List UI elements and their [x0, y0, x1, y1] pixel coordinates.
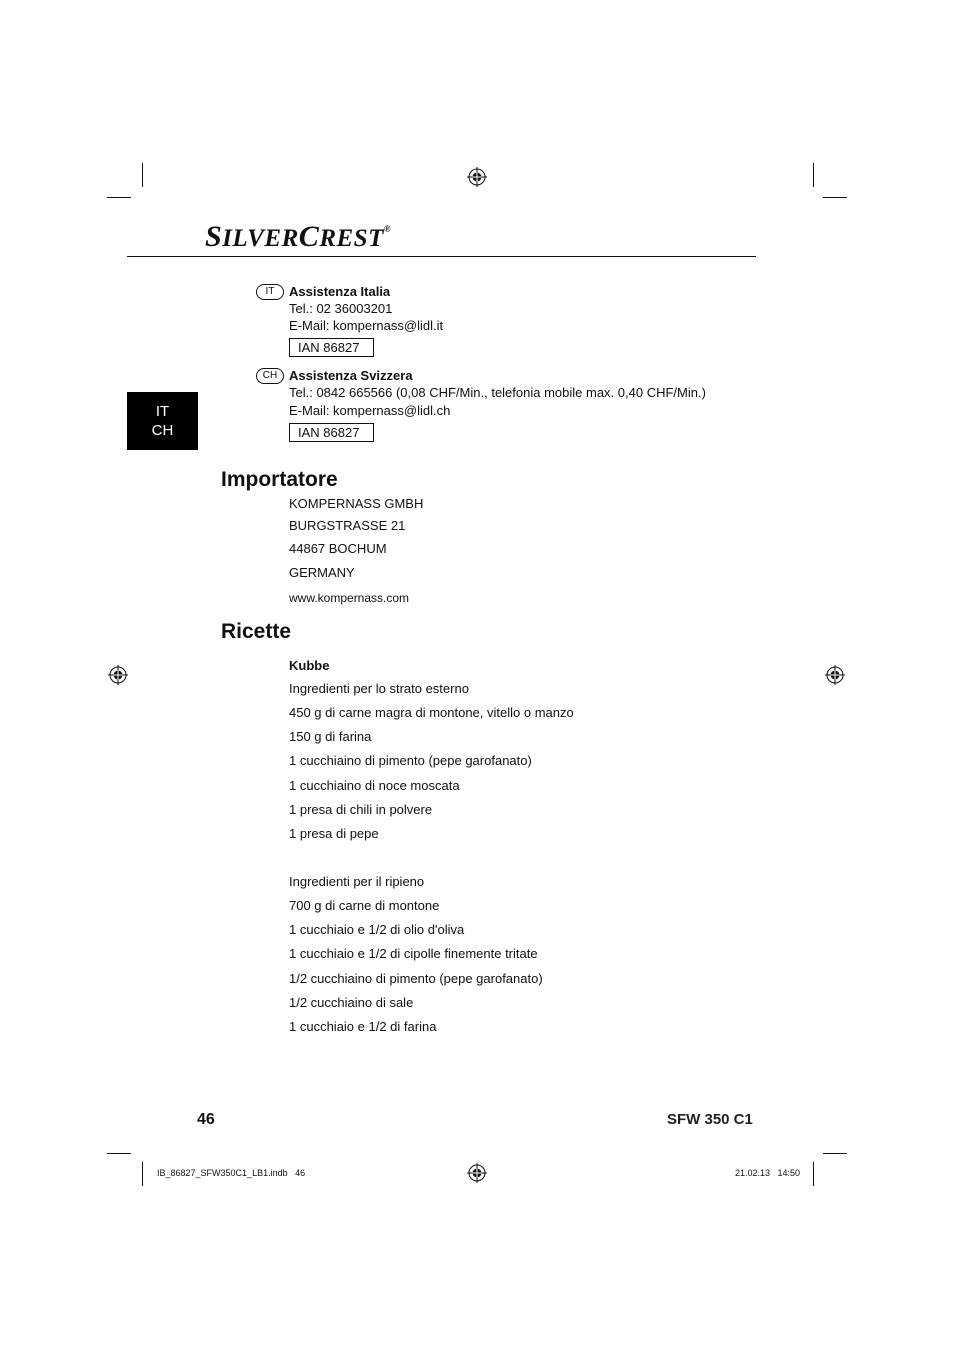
ingredient-item: 700 g di carne di montone — [289, 898, 440, 913]
registration-mark-icon — [825, 665, 845, 685]
ingredient-item: 1 cucchiaio e 1/2 di cipolle finemente tritate — [289, 946, 538, 961]
registration-mark-icon — [467, 1163, 487, 1183]
importer-line: 44867 BOCHUM — [289, 541, 387, 556]
importer-line: GERMANY — [289, 565, 355, 580]
crop-mark — [813, 1162, 814, 1186]
country-badge-it: IT — [256, 284, 284, 300]
ingredient-item: 1 presa di pepe — [289, 826, 379, 841]
ingredient-item: 1 presa di chili in polvere — [289, 802, 433, 817]
crop-mark — [107, 1153, 131, 1154]
importer-line: KOMPERNASS GMBH — [289, 496, 424, 511]
page-number: 46 — [197, 1111, 215, 1128]
importer-line: BURGSTRASSE 21 — [289, 518, 406, 533]
importer-website: www.kompernass.com — [289, 591, 410, 605]
crop-mark — [142, 1162, 143, 1186]
crop-mark — [813, 163, 814, 187]
outer-ingredients-heading: Ingredienti per lo strato esterno — [289, 681, 469, 696]
crop-mark — [823, 1153, 847, 1154]
ingredient-item: 1 cucchiaio e 1/2 di farina — [289, 1019, 437, 1034]
service-title-italia: Assistenza Italia — [289, 284, 391, 299]
language-tab — [127, 392, 198, 450]
crop-mark — [107, 197, 131, 198]
service-email-svizzera: E-Mail: kompernass@lidl.ch — [289, 403, 451, 418]
ingredient-item: 1 cucchiaino di pimento (pepe garofanato) — [289, 753, 532, 768]
filling-ingredients-heading: Ingredienti per il ripieno — [289, 874, 425, 889]
header-rule — [127, 256, 756, 257]
service-tel-svizzera: Tel.: 0842 665566 (0,08 CHF/Min., telefonia mobile max. 0,40 CHF/Min.) — [289, 385, 706, 400]
importer-heading: Importatore — [221, 468, 338, 491]
service-title-svizzera: Assistenza Svizzera — [289, 368, 413, 383]
language-tab-ch: CH — [151, 422, 174, 439]
ian-box-svizzera: IAN 86827 — [289, 423, 374, 442]
ingredient-item: 1 cucchiaio e 1/2 di olio d'oliva — [289, 922, 465, 937]
ingredient-item: 150 g di farina — [289, 729, 372, 744]
country-badge-ch: CH — [256, 368, 284, 384]
service-tel-italia: Tel.: 02 36003201 — [289, 301, 393, 316]
recipes-heading: Ricette — [221, 620, 292, 643]
recipe-title: Kubbe — [289, 658, 330, 673]
crop-mark — [142, 163, 143, 187]
language-tab-it: IT — [155, 403, 170, 420]
print-file-info: IB_86827_SFW350C1_LB1.indb 46 — [157, 1168, 306, 1178]
ingredient-item: 1/2 cucchiaino di sale — [289, 995, 414, 1010]
print-date-info: 21.02.13 14:50 — [735, 1168, 801, 1178]
registration-mark-icon — [108, 665, 128, 685]
ingredient-item: 1 cucchiaino di noce moscata — [289, 778, 460, 793]
model-number: SFW 350 C1 — [667, 1111, 753, 1128]
crop-mark — [823, 197, 847, 198]
service-email-italia: E-Mail: kompernass@lidl.it — [289, 318, 444, 333]
ian-box-italia: IAN 86827 — [289, 338, 374, 357]
registration-mark-icon — [467, 167, 487, 187]
ingredient-item: 450 g di carne magra di montone, vitello o manzo — [289, 705, 574, 720]
brand-logo: SILVERCREST® — [205, 220, 392, 253]
ingredient-item: 1/2 cucchiaino di pimento (pepe garofanato) — [289, 971, 543, 986]
